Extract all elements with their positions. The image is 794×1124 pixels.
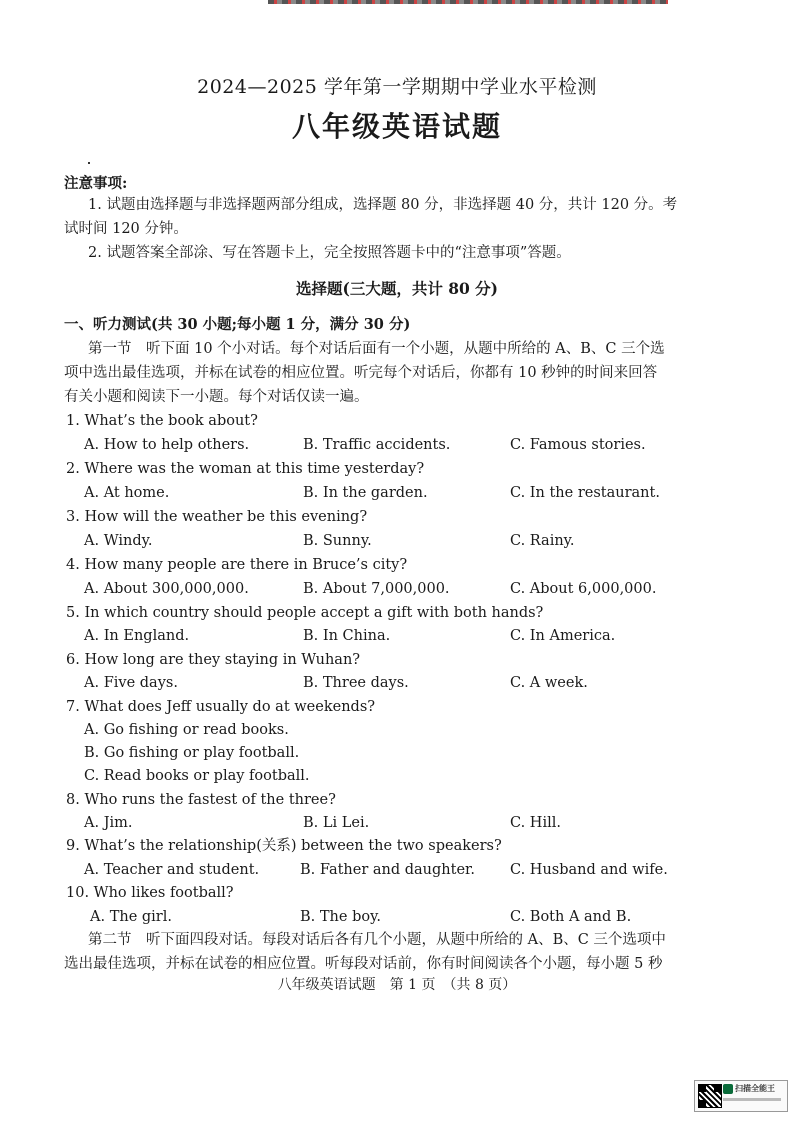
notice-line-1: 1. 试题由选择题与非选择题两部分组成，选择题 80 分，非选择题 40 分，共计 120 分。考 — [88, 197, 678, 213]
q10-option-b: B. The boy. — [300, 909, 381, 925]
notice-line-2: 2. 试题答案全部涂、写在答题卡上，完全按照答题卡中的“注意事项”答题。 — [88, 245, 571, 261]
q6-option-a: A. Five days. — [84, 675, 178, 691]
q3-option-b: B. Sunny. — [303, 533, 372, 549]
q1-option-b: B. Traffic accidents. — [303, 437, 451, 453]
q5-option-c: C. In America. — [510, 628, 616, 644]
part2-intro-line-1: 第二节 听下面四段对话。每段对话后各有几个小题，从题中所给的 A、B、C 三个选项中 — [88, 932, 666, 948]
scan-edge-mark — [268, 0, 668, 4]
q10-option-c: C. Both A and B. — [510, 909, 632, 925]
scanner-subtext — [723, 1098, 781, 1101]
q5-option-a: A. In England. — [84, 628, 190, 644]
q8-option-c: C. Hill. — [510, 815, 561, 831]
q3-option-c: C. Rainy. — [510, 533, 575, 549]
q9-option-b: B. Father and daughter. — [300, 862, 475, 878]
question-5: 5. In which country should people accept a gift with both hands? — [66, 605, 544, 621]
q2-option-c: C. In the restaurant. — [510, 485, 660, 501]
q3-option-a: A. Windy. — [84, 533, 153, 549]
q5-option-b: B. In China. — [303, 628, 391, 644]
exam-title: 2024—2025 学年第一学期期中学业水平检测 — [197, 76, 597, 98]
q7-option-a: A. Go fishing or read books. — [84, 722, 289, 738]
question-4: 4. How many people are there in Bruce’s city? — [66, 557, 408, 573]
q7-option-b: B. Go fishing or play football. — [84, 745, 300, 761]
question-1: 1. What’s the book about? — [66, 413, 258, 429]
q4-option-b: B. About 7,000,000. — [303, 581, 450, 597]
notice-heading: 注意事项: — [64, 175, 128, 192]
q6-option-c: C. A week. — [510, 675, 588, 691]
q8-option-b: B. Li Lei. — [303, 815, 370, 831]
q2-option-a: A. At home. — [84, 485, 170, 501]
qr-code-icon — [698, 1084, 722, 1108]
paper-title: 八年级英语试题 — [291, 110, 502, 143]
scanner-brand-text: 扫描全能王 — [735, 1084, 775, 1093]
q6-option-b: B. Three days. — [303, 675, 409, 691]
question-3: 3. How will the weather be this evening? — [66, 509, 368, 525]
q10-option-a: A. The girl. — [90, 909, 172, 925]
part1-heading: 一、听力测试(共 30 小题;每小题 1 分，满分 30 分) — [64, 316, 411, 333]
q8-option-a: A. Jim. — [84, 815, 133, 831]
part2-intro-line-2: 选出最佳选项，并标在试卷的相应位置。听每段对话前，你有时间阅读各个小题，每小题 5 秒 — [64, 956, 663, 972]
scanner-logo-icon — [723, 1084, 733, 1094]
q9-option-c: C. Husband and wife. — [510, 862, 668, 878]
section-heading: 选择题(三大题，共计 80 分) — [295, 279, 499, 298]
notice-line-1-cont: 试时间 120 分钟。 — [64, 221, 188, 237]
q4-option-c: C. About 6,000,000. — [510, 581, 657, 597]
q1-option-c: C. Famous stories. — [510, 437, 646, 453]
question-6: 6. How long are they staying in Wuhan? — [66, 652, 361, 668]
question-9: 9. What’s the relationship(关系) between the two speakers? — [66, 838, 502, 854]
question-7: 7. What does Jeff usually do at weekends? — [66, 699, 376, 715]
page-footer: 八年级英语试题 第 1 页 （共 8 页） — [277, 977, 517, 993]
scanner-watermark — [694, 1080, 788, 1112]
part1-intro-line-1: 第一节 听下面 10 个小对话。每个对话后面有一个小题，从题中所给的 A、B、C 三个选 — [88, 341, 665, 357]
q9-option-a: A. Teacher and student. — [84, 862, 260, 878]
q7-option-c: C. Read books or play football. — [84, 768, 310, 784]
question-2: 2. Where was the woman at this time yesterday? — [66, 461, 425, 477]
part1-intro-line-3: 有关小题和阅读下一小题。每个对话仅读一遍。 — [64, 389, 369, 405]
q1-option-a: A. How to help others. — [84, 437, 250, 453]
question-8: 8. Who runs the fastest of the three? — [66, 792, 336, 808]
question-10: 10. Who likes football? — [66, 885, 234, 901]
scan-speck — [88, 162, 90, 164]
q2-option-b: B. In the garden. — [303, 485, 428, 501]
part1-intro-line-2: 项中选出最佳选项，并标在试卷的相应位置。听完每个对话后，你都有 10 秒钟的时间来回答 — [64, 365, 658, 381]
q4-option-a: A. About 300,000,000. — [84, 581, 249, 597]
